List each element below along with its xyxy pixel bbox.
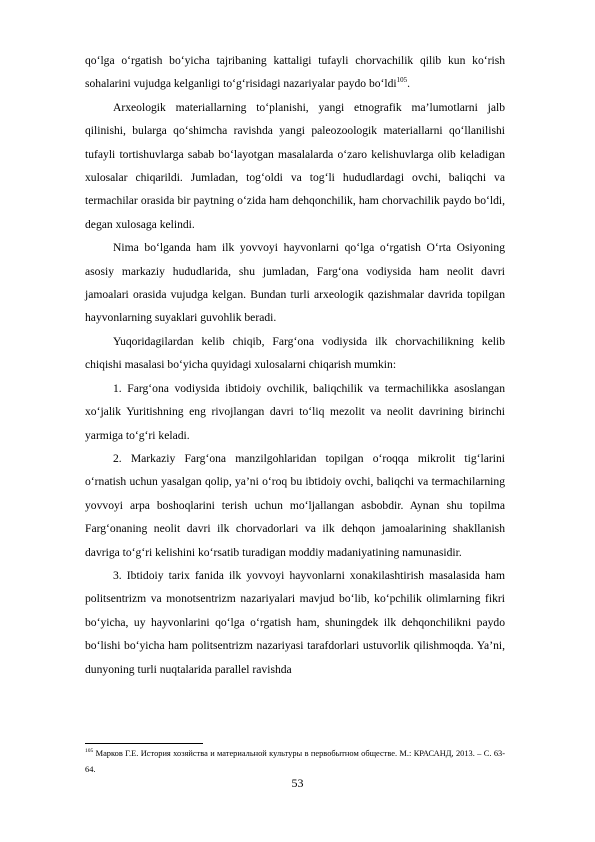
paragraph-3: Nima bo‘lganda ham ilk yovvoyi hayvonlarni qo‘lga o‘rgatish O‘rta Osiyoning asosiy markaziy hududlarida, shu jumladan, Farg‘ona vodiysida ham neolit davri jamoalari orasida vujudga kelgan. Bundan turli arxeologik qazishmalar davrida topilgan hayvonlarning suyaklari guvohlik beradi. xyxy=(85,241,505,325)
conclusion-item-3: 3. Ibtidoiy tarix fanida ilk yovvoyi hayvonlarni xonakilashtirish masalasida ham politsentrizm va monotsentrizm nazariyalari mavjud bo‘lib, ko‘pchilik olimlarning fikri bo‘yicha, uy hayvonlarini qo‘lga o‘rgatish ham, shuningdek ilk dehqonchilikni paydo bo‘lishi bo‘yicha ham politsentrizm nazariyasi tarafdorlari ustuvorlik qilishmoqda. Ya’ni, dunyoning turli nuqtalarida parallel ravishda xyxy=(85,568,505,676)
conclusion-item-1: 1. Farg‘ona vodiysida ibtidoiy ovchilik, baliqchilik va termachilikka asoslangan xo‘jalik Yuritishning eng rivojlangan davri to‘liq mezolit va neolit davrining birinchi yarmiga to‘g‘ri keladi. xyxy=(85,381,505,442)
paragraph-4: Yuqoridagilardan kelib chiqib, Farg‘ona vodiysida ilk chorvachilikning kelib chiqishi masalasi bo‘yicha quyidagi xulosalarni chiqarish mumkin: xyxy=(85,334,505,372)
page-number: 53 xyxy=(291,776,304,790)
paragraph-1-tail: . xyxy=(407,77,411,91)
conclusion-item-2: 2. Markaziy Farg‘ona manzilgohlaridan topilgan o‘roqqa mikrolit tig‘larini o‘rnatish uchun yasalgan qolip, ya’ni o‘roq bu ibtidoiy ovchi, baliqchi va termachilarning yovvoyi arpa boshoqlarini terish uchun mo‘ljallangan asbobdir. Aynan shu topilma Farg‘onaning neolit davri ilk chorvadorlari va ilk dehqon jamoalarining shakllanish davriga to‘g‘ri kelishini ko‘rsatib turadigan moddiy madaniyatining namunasidir. xyxy=(85,451,505,559)
page-body xyxy=(85,49,505,681)
footnote-divider xyxy=(85,743,203,744)
footnote-reference[interactable]: 105 xyxy=(396,76,408,85)
paragraph-1-text: qo‘lga o‘rgatish bo‘yicha tajribaning kattaligi tufayli chorvachilik qilib kun ko‘rish sohalarini vujudga kelganligi to‘g‘risidagi nazariyalar paydo bo‘ldi xyxy=(85,54,505,91)
paragraph-2: Arxeologik materiallarning to‘planishi, yangi etnografik ma’lumotlarni jalb qilinishi, bularga qo‘shimcha ravishda yangi paleozoologik materiallarni qo‘llanilishi tufayli tortishuvlarga sabab bo‘layotgan masalalarda o‘zaro kelishuvlarga olib keladigan xulosalar chiqarildi. Jumladan, tog‘oldi va tog‘li hududlardagi ovchi, baliqchi va termachilar orasida bir paytning o‘zida ham dehqonchilik, ham chorvachilik paydo bo‘ldi, degan xulosaga kelindi. xyxy=(85,100,505,231)
paragraph-1 xyxy=(85,49,505,96)
footnote xyxy=(85,746,505,778)
footnote-number: 105 xyxy=(85,748,94,755)
footnote-text: Марков Г.Е. История хозяйства и материальной культуры в первобытном обществе. М.: КРАСАНД, 2013. – С. 63-64. xyxy=(85,749,505,774)
